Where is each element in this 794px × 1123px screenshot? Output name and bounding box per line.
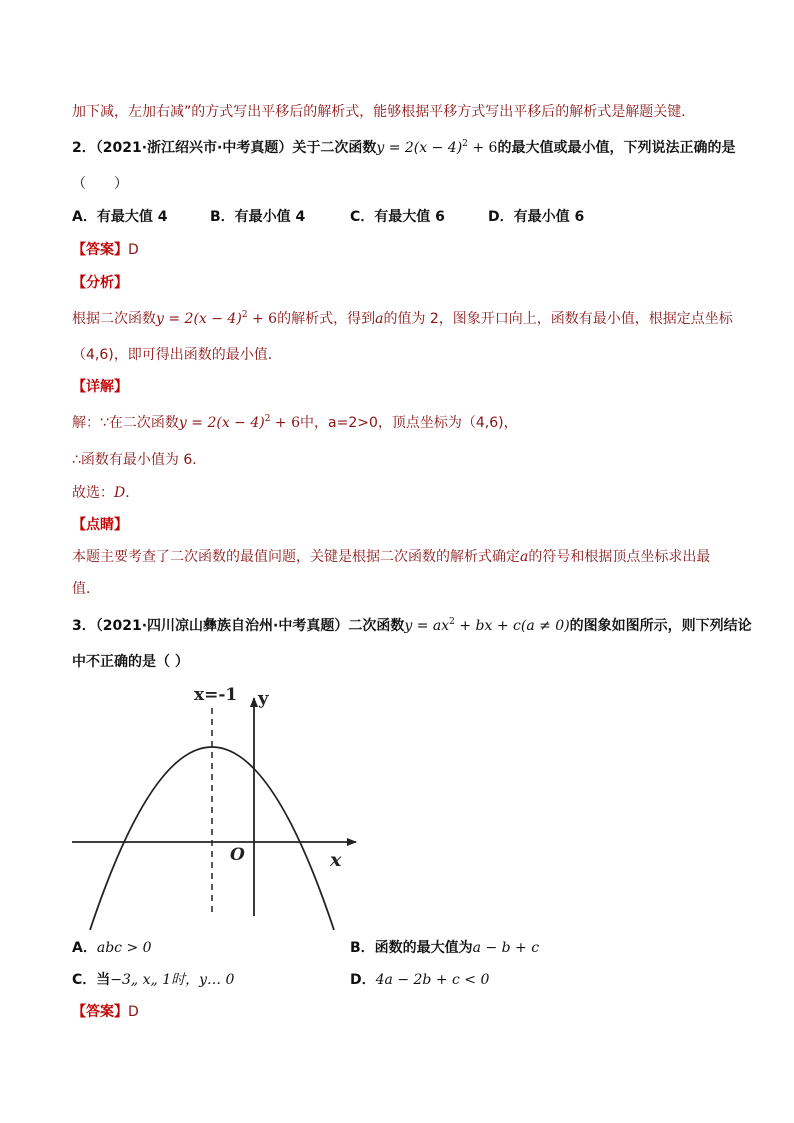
question-3-stem-2: 中不正确的是（ ） — [72, 654, 189, 670]
detail-line-2: ∴函数有最小值为 6． — [72, 452, 207, 468]
option-a: A．有最大值 4 — [72, 209, 168, 225]
detail-tag: 【详解】 — [72, 379, 128, 395]
symmetry-label: x=-1 — [194, 685, 238, 705]
option-c: C．有最大值 6 — [350, 209, 445, 225]
question-3-stem: 3．（2021·四川凉山彝族自治州·中考真题）二次函数$y = ax^2$ + bx + c(a ≠ 0)的图象如图所示，则下列结论 — [72, 617, 752, 634]
comment-line-1: 本题主要考查了二次函数的最值问题，关键是根据二次函数的解析式确定a的符号和根据顶点坐标求出最 — [72, 549, 711, 565]
analysis-tag: 【分析】 — [72, 275, 128, 291]
detail-line-1: 解：∵在二次函数$y = 2(x - 4)^2 + 6$中，a=2>0，顶点坐标为（4,6)， — [72, 414, 518, 431]
parabola-graph — [72, 680, 372, 930]
option-d: D．有最小值 6 — [488, 209, 585, 225]
question-2-paren: （ ） — [72, 176, 128, 192]
answer-3: 【答案】D — [72, 1004, 139, 1020]
q3-option-d: D．4a − 2b + c < 0 — [350, 972, 490, 988]
option-b: B．有最小值 4 — [210, 209, 306, 225]
continued-text: 加下减，左加右减”的方式写出平移后的解析式，能够根据平移方式写出平移后的解析式是解题关键． — [72, 104, 696, 120]
analysis-line-2: （4,6)，即可得出函数的最小值． — [72, 347, 282, 363]
q3-option-b: B．函数的最大值为a − b + c — [350, 940, 540, 956]
y-label: y — [258, 688, 269, 709]
q3-option-c: C．当−3„ x„ 1时，y… 0 — [72, 972, 235, 988]
choice-line: 故选：D． — [72, 485, 140, 501]
comment-tag: 【点睛】 — [72, 517, 128, 533]
comment-line-2: 值． — [72, 581, 100, 597]
answer-2: 【答案】D — [72, 242, 139, 258]
x-label: x — [330, 849, 342, 871]
q3-option-a: A．abc > 0 — [72, 940, 152, 956]
question-2-stem: 2．（2021·浙江绍兴市·中考真题）关于二次函数$y = 2(x - 4)^2 + 6$的最大值或最小值，下列说法正确的是 — [72, 139, 736, 156]
origin-label: O — [230, 845, 245, 865]
analysis-line-1: 根据二次函数$y = 2(x - 4)^2 + 6$的解析式，得到a的值为 2，图象开口向上，函数有最小值，根据定点坐标 — [72, 310, 733, 327]
